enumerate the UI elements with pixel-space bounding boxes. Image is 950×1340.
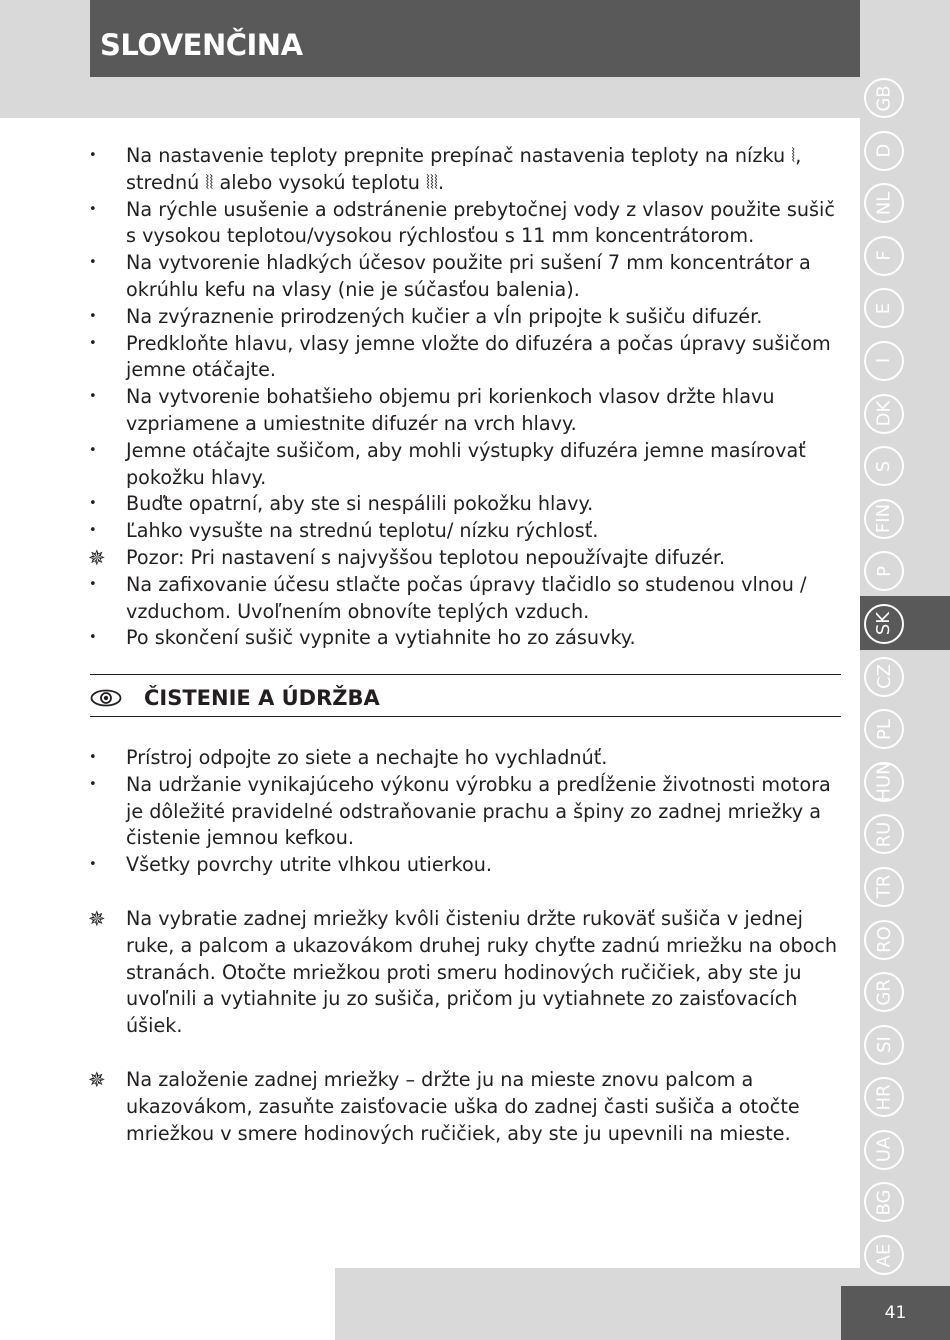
- list-item: [88, 384, 848, 438]
- bullet-icon: •: [89, 255, 97, 271]
- language-code: SI: [873, 1036, 895, 1054]
- item-text: Pozor: Pri nastavení s najvyššou teplotou nepoužívajte difuzér.: [126, 545, 726, 569]
- warning-item: [88, 545, 848, 572]
- language-tab-i: [864, 341, 904, 381]
- language-code: AE: [873, 1243, 895, 1267]
- language-code: DK: [873, 400, 895, 427]
- language-code: RU: [873, 821, 895, 848]
- warning-icon: ✵: [88, 545, 106, 570]
- item-text: Prístroj odpojte zo siete a nechajte ho vychladnúť.: [126, 746, 608, 769]
- language-tab-bg: [864, 1182, 904, 1222]
- list-item: [88, 772, 848, 852]
- cleaning-list: [88, 745, 848, 879]
- item-text: Na udržanie vynikajúceho výkonu výrobku a predĺženie životnosti motora je dôležité pravidelné odstraňovanie prachu a špiny zo zadnej mriežky a čistenie jemnou kefkou.: [126, 772, 831, 850]
- item-text: Predkloňte hlavu, vlasy jemne vložte do difuzéra a počas úpravy sušičom jemne otáčajte.: [126, 331, 831, 382]
- list-item: [88, 572, 848, 626]
- item-text: Ľahko vysušte na strednú teplotu/ nízku rýchlosť.: [126, 519, 599, 543]
- language-tab-fin: [864, 499, 904, 539]
- language-tab-ae: [864, 1235, 904, 1275]
- list-item: [88, 304, 848, 331]
- language-tab-e: [864, 288, 904, 328]
- language-tab-tr: [864, 867, 904, 907]
- language-code: F: [873, 250, 895, 261]
- language-tab-nl: [864, 183, 904, 223]
- item-text: Buďte opatrní, aby ste si nespálili pokožku hlavy.: [126, 492, 594, 516]
- language-tab-cz: [864, 657, 904, 697]
- item-text: Na zvýraznenie prirodzených kučier a vĺn pripojte k sušiču difuzér.: [126, 304, 763, 328]
- language-tab-sk: [864, 604, 904, 644]
- list-item: [88, 491, 848, 518]
- list-item: [88, 625, 848, 652]
- language-tab-gr: [864, 972, 904, 1012]
- language-tab-dk: [864, 394, 904, 434]
- bullet-icon: •: [89, 776, 97, 792]
- language-tab-ro: [864, 920, 904, 960]
- language-code: S: [873, 460, 895, 472]
- language-code: RO: [873, 926, 895, 953]
- section-rule-top: [90, 674, 841, 675]
- note-text: Na vybratie zadnej mriežky kvôli čisteniu držte rukoväť sušiča v jednej ruke, a palcom a ukazovákom druhej ruky chyťte zadnú mriežku na oboch stranách. Otočte mriežkou proti smeru hodinových ručičiek, aby ste ju uvoľnili a vytiahnite ju zo sušiča, pričom ju vytiahnete zo zaisťovacích úšiek.: [126, 907, 838, 1038]
- language-tab-d: [864, 131, 904, 171]
- footer-band: [335, 1268, 860, 1340]
- language-code: P: [873, 565, 895, 577]
- list-item: [88, 438, 848, 492]
- item-text: Jemne otáčajte sušičom, aby mohli výstupky difuzéra jemne masírovať pokožku hlavy.: [126, 438, 806, 489]
- language-code: UA: [873, 1137, 895, 1163]
- list-item: [88, 852, 848, 879]
- item-text: Na vytvorenie bohatšieho objemu pri korienkoch vlasov držte hlavu vzpriamene a umiestnite difuzér na vrch hlavy.: [126, 385, 775, 435]
- bullet-icon: •: [89, 201, 97, 217]
- bullet-icon: •: [89, 308, 97, 324]
- language-tab-pl: [864, 709, 904, 749]
- section-title: ČISTENIE A ÚDRŽBA: [144, 686, 380, 710]
- warning-item: [88, 906, 848, 1040]
- language-tab-gb: [864, 78, 904, 118]
- bullet-icon: •: [89, 442, 97, 458]
- bullet-icon: •: [89, 523, 97, 539]
- item-text: Po skončení sušič vypnite a vytiahnite ho zo zásuvky.: [126, 626, 636, 650]
- list-item: [88, 745, 848, 772]
- language-tab-ua: [864, 1130, 904, 1170]
- language-code: GB: [873, 84, 895, 112]
- bullet-icon: •: [89, 750, 97, 765]
- list-item: [88, 250, 848, 304]
- language-code: NL: [873, 191, 895, 215]
- language-tab-hr: [864, 1077, 904, 1117]
- cleaning-note-1: [88, 906, 848, 1040]
- page-title: SLOVENČINA: [90, 0, 860, 77]
- language-tabs: [862, 78, 908, 1288]
- list-item: [88, 331, 848, 385]
- cleaning-note-2: [88, 1067, 848, 1147]
- language-code: GR: [873, 978, 895, 1006]
- item-text: Na rýchle usušenie a odstránenie prebytočnej vody z vlasov použite sušič s vysokou teplotou/vysokou rýchlosťou s 11 mm koncentrátorom.: [126, 197, 835, 248]
- eye-icon: [90, 688, 122, 708]
- list-item: [88, 197, 848, 251]
- language-tab-si: [864, 1025, 904, 1065]
- item-text: Na zafixovanie účesu stlačte počas úpravy tlačidlo so studenou vlnou / vzduchom. Uvoľnením obnovíte teplých vzduch.: [126, 572, 807, 623]
- bullet-icon: •: [89, 148, 97, 163]
- language-tab-hun: [864, 762, 904, 802]
- language-code: HR: [873, 1084, 895, 1111]
- language-tab-f: [864, 236, 904, 276]
- language-code: D: [873, 143, 895, 158]
- language-code: FIN: [873, 504, 895, 534]
- item-text: Na vytvorenie hladkých účesov použite pri sušení 7 mm koncentrátor a okrúhlu kefu na vlasy (nie je súčasťou balenia).: [126, 251, 811, 301]
- language-code: BG: [873, 1189, 895, 1216]
- language-code: PL: [873, 718, 895, 740]
- warning-icon: ✵: [88, 907, 106, 931]
- language-code: SK: [873, 612, 895, 636]
- section-heading: [90, 683, 380, 713]
- page-number: 41: [841, 1286, 950, 1340]
- language-code: E: [873, 302, 895, 315]
- language-code: HUN: [873, 761, 895, 802]
- section-rule-bottom: [90, 716, 841, 717]
- bullet-icon: •: [89, 389, 97, 405]
- item-text: Na nastavenie teploty prepnite prepínač nastavenia teploty na nízku ⦚, strednú ⦚⦚ alebo vysokú teplotu ⦚⦚⦚.: [126, 144, 802, 194]
- bullet-icon: •: [89, 576, 97, 592]
- bullet-icon: •: [89, 857, 97, 873]
- bullet-icon: •: [89, 630, 97, 646]
- warning-icon: ✵: [88, 1068, 106, 1092]
- language-code: TR: [873, 875, 895, 899]
- warning-item: [88, 1067, 848, 1147]
- language-tab-s: [864, 446, 904, 486]
- bullet-icon: •: [89, 496, 97, 512]
- item-text: Všetky povrchy utrite vlhkou utierkou.: [126, 853, 492, 877]
- language-code: CZ: [873, 664, 895, 689]
- usage-instructions-list: [88, 143, 848, 652]
- language-code: I: [873, 358, 895, 364]
- list-item: [88, 518, 848, 545]
- list-item: [88, 143, 848, 197]
- language-tab-ru: [864, 814, 904, 854]
- note-text: Na založenie zadnej mriežky – držte ju na mieste znovu palcom a ukazovákom, zasuňte zaisťovacie uška do zadnej časti sušiča a otočte mriežkou v smere hodinových ručičiek, aby ste ju upevnili na mieste.: [126, 1068, 800, 1145]
- bullet-icon: •: [89, 335, 97, 351]
- language-tab-p: [864, 551, 904, 591]
